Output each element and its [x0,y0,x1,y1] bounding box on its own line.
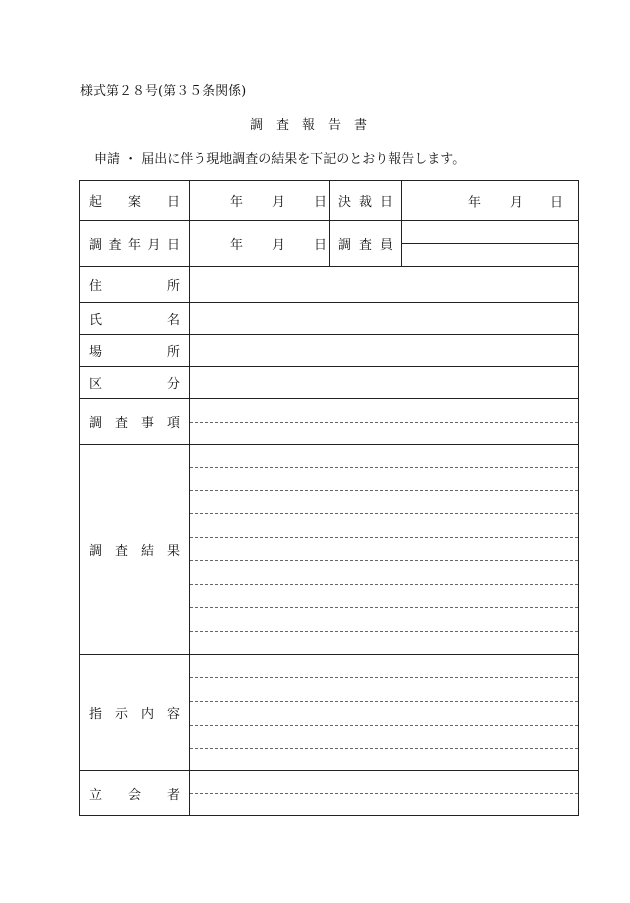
writing-line [190,560,578,561]
writing-line [190,467,578,468]
draft-date-field[interactable]: 年 月 日 [190,181,330,220]
instructions-field[interactable] [190,655,578,770]
writing-line [190,748,578,749]
surveyor-field[interactable] [402,221,578,266]
writing-line [190,701,578,702]
row-attendee [80,771,578,815]
place-field[interactable] [190,335,578,366]
surveyor-divider [402,243,578,244]
label-approval-date: 決 裁 日 [330,181,402,220]
writing-line [190,725,578,726]
row-survey-items [80,399,578,445]
writing-line [190,793,578,794]
survey-items-field[interactable] [190,399,578,444]
row-place [80,335,578,367]
writing-line [190,677,578,678]
survey-results-field[interactable] [190,445,578,654]
writing-line [190,631,578,632]
row-survey-results [80,445,578,655]
writing-line [190,422,578,423]
label-instructions: 指 示 内 容 [80,655,190,770]
row-survey-date-surveyor [80,221,578,267]
approval-date-field[interactable]: 年 月 日 [468,195,564,210]
row-address [80,267,578,303]
label-place: 場 所 [80,335,190,366]
writing-line [190,584,578,585]
intro-text: 申請 ・ 届出に伴う現地調査の結果を下記のとおり報告します。 [94,152,466,167]
label-survey-date: 調 査 年 月 日 [80,221,190,266]
row-instructions [80,655,578,771]
address-field[interactable] [190,267,578,302]
category-field[interactable] [190,367,578,398]
survey-date-field[interactable]: 年 月 日 [190,221,330,266]
row-draft-approval [80,181,578,221]
name-field[interactable] [190,303,578,334]
writing-line [190,490,578,491]
label-draft-date: 起 案 日 [80,181,190,220]
row-category [80,367,578,399]
label-name: 氏 名 [80,303,190,334]
document-title: 調査報告書 [249,118,380,133]
label-survey-results: 調 査 結 果 [80,445,190,654]
writing-line [190,607,578,608]
label-survey-items: 調 査 事 項 [80,399,190,444]
writing-line [190,537,578,538]
label-attendee: 立 会 者 [80,771,190,815]
label-surveyor: 調 査 員 [330,221,402,266]
writing-line [190,513,578,514]
attendee-field[interactable] [190,771,578,815]
row-name [80,303,578,335]
form-number: 様式第２８号(第３５条関係) [80,84,247,99]
label-address: 住 所 [80,267,190,302]
label-category: 区 分 [80,367,190,398]
report-form-table [79,180,579,816]
